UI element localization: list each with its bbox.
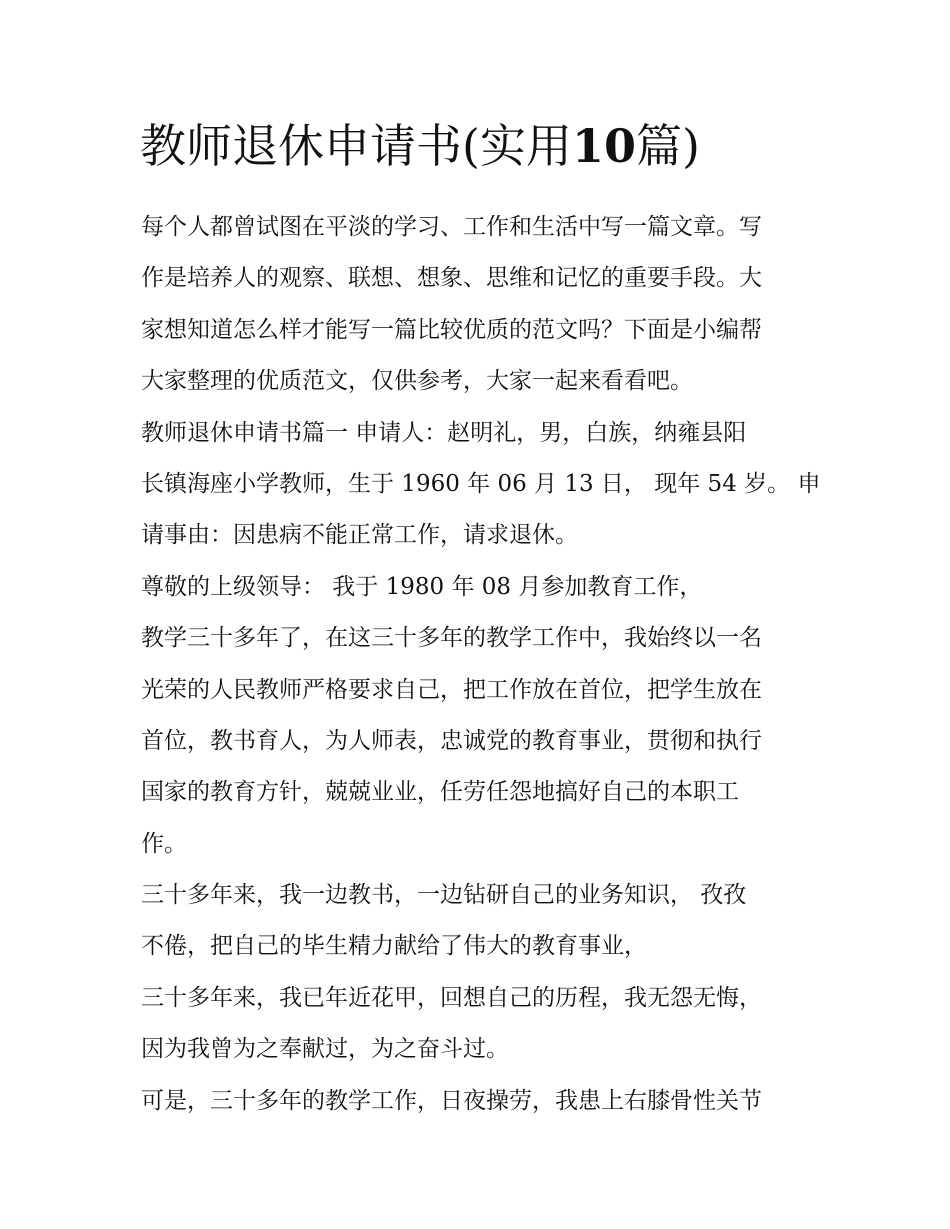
body-line: 不倦，把自己的毕生精力献给了伟大的教育事业， [141,933,647,960]
body-line: 光荣的人民教师严格要求自己，把工作放在首位，把学生放在 [141,676,762,703]
body-line: 因为我曾为之奉献过，为之奋斗过。 [141,1036,509,1063]
body-line: 作。 [141,830,187,857]
body-line: 国家的教育方针，兢兢业业，任劳任怨地搞好自己的本职工 [141,779,739,806]
body-line: 大家整理的优质范文，仅供参考，大家一起来看看吧。 [141,368,693,395]
body-line: 作是培养人的观察、联想、想象、思维和记忆的重要手段。大 [141,265,762,292]
title-number: 10 [571,119,636,173]
title-text: 教师退休申请书(实用 [140,119,572,173]
body-line: 家想知道怎么样才能写一篇比较优质的范文吗？下面是小编帮 [141,316,762,343]
body-line: 教师退休申请书篇一 申请人：赵明礼，男，白族，纳雍县阳 [141,419,747,446]
body-line: 首位，教书育人，为人师表，忠诚党的教育事业，贯彻和执行 [141,727,762,754]
title-suffix: 篇) [635,119,700,173]
body-line: 长镇海座小学教师，生于 1960 年 06 月 13 日， 现年 54 岁。 申 [141,470,821,497]
body-line: 教学三十多年了，在这三十多年的教学工作中，我始终以一名 [141,625,762,652]
body-line: 尊敬的上级领导： 我于 1980 年 08 月参加教育工作， [141,573,703,600]
body-line: 每个人都曾试图在平淡的学习、工作和生活中写一篇文章。写 [141,214,762,240]
document-body [141,202,821,1127]
body-line: 可是，三十多年的教学工作，日夜操劳，我患上右膝骨性关节 [141,1087,762,1114]
document-title [140,114,840,178]
body-line: 三十多年来，我一边教书，一边钻研自己的业务知识， 孜孜 [141,882,747,909]
body-line: 三十多年来，我已年近花甲，回想自己的历程，我无怨无悔， [141,984,762,1011]
body-line: 请事由：因患病不能正常工作，请求退休。 [141,522,578,549]
